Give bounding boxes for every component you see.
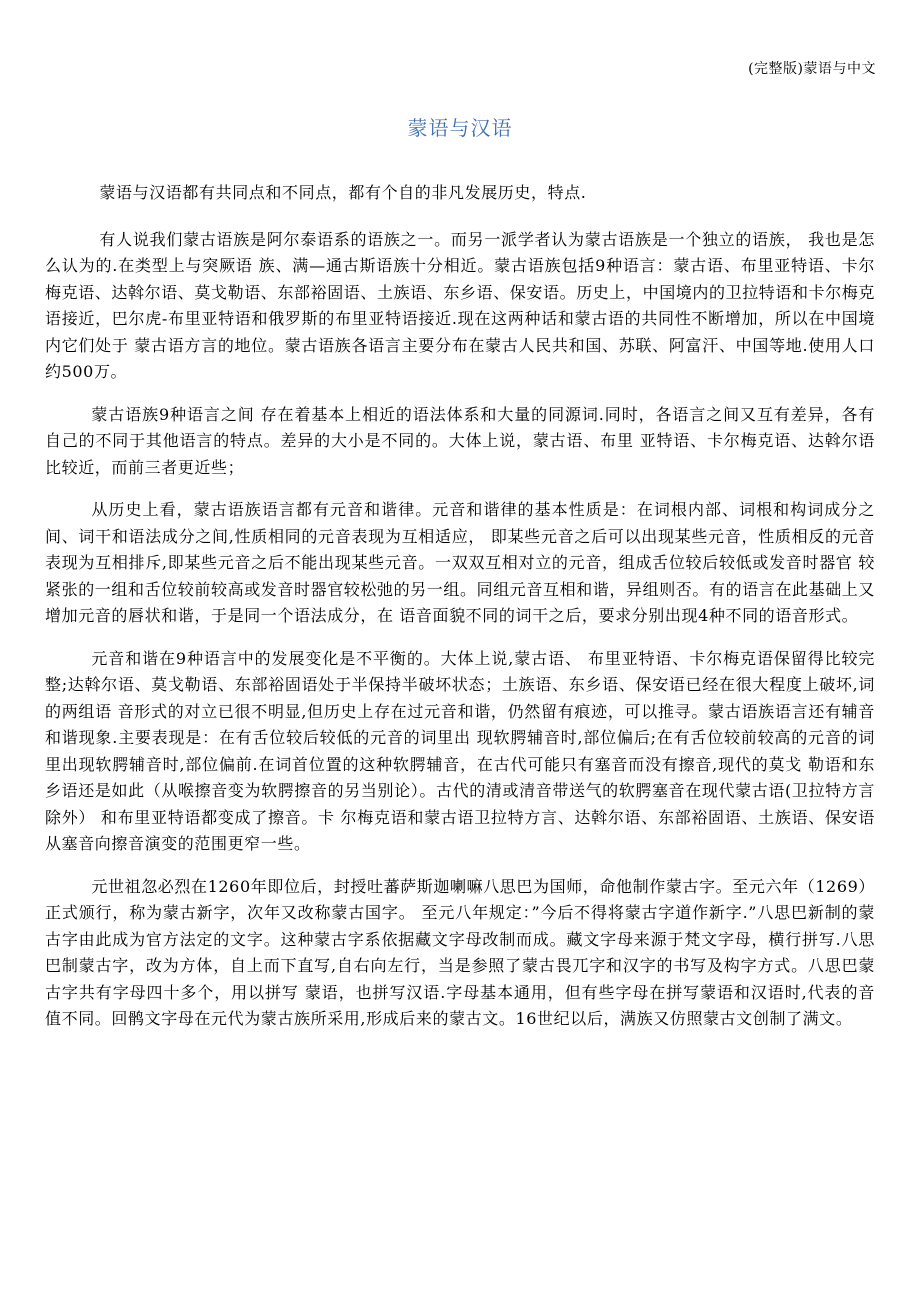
running-header: (完整版)蒙语与中文 xyxy=(748,61,876,77)
document-body xyxy=(45,180,875,1049)
paragraph-script-history: 元世祖忽必烈在1260年即位后，封授吐蕃萨斯迦喇嘛八思巴为国师，命他制作蒙古字。至元六年（1269） 正式颁行，称为蒙古新字，次年又改称蒙古国字。 至元八年规定：”今后不得将蒙古字道作新字.”八思巴新制的蒙古字由此成为官方法定的文字。这种蒙古字系依据藏文字母改制而成。藏文字母来源于梵文字母，横行拼写.八思巴制蒙古字，改为方体，自上而下直写,自右向左行，当是参照了蒙古畏兀字和汉字的书写及构字方式。八思巴蒙古字共有字母四十多个，用以拼写 蒙语，也拼写汉语.字母基本通用，但有些字母在拼写蒙语和汉语时,代表的音值不同。回鹘文字母在元代为蒙古族所采用,形成后来的蒙古文。16世纪以后，满族又仿照蒙古文创制了满文。 xyxy=(45,876,875,1028)
paragraph-grammar-system: 蒙古语族9种语言之间 存在着基本上相近的语法体系和大量的同源词.同时，各语言之间又互有差异，各有自己的不同于其他语言的特点。差异的大小是不同的。大体上说，蒙古语、布里 亚特语、卡尔梅克语、达斡尔语比较近，而前三者更近些； xyxy=(45,404,875,477)
paragraph-harmony-development: 元音和谐在9种语言中的发展变化是不平衡的。大体上说,蒙古语、 布里亚特语、卡尔梅克语保留得比较完整;达斡尔语、莫戈勒语、东部裕固语处于半保持半破坏状态；土族语、东乡语、保安语已经在很大程度上破坏,词的两组语 音形式的对立已很不明显,但历史上存在过元音和谐，仍然留有痕迹，可以推寻。蒙古语族语言还有辅音和谐现象.主要表现是：在有舌位较后较低的元音的词里出 现软腭辅音时,部位偏后;在有舌位较前较高的元音的词里出现软腭辅音时,部位偏前.在词首位置的这种软腭辅音，在古代可能只有塞音而没有擦音,现代的莫戈 勒语和东乡语还是如此（从喉擦音变为软腭擦音的另当别论）。古代的清或清音带送气的软腭塞音在现代蒙古语(卫拉特方言除外） 和布里亚特语都变成了擦音。卡 尔梅克语和蒙古语卫拉特方言、达斡尔语、东部裕固语、土族语、保安语从塞音向擦音演变的范围更窄一些。 xyxy=(45,648,875,853)
paragraph-intro: 蒙语与汉语都有共同点和不同点，都有个自的非凡发展历史，特点. xyxy=(99,183,587,202)
paragraph-language-family: 有人说我们蒙古语族是阿尔泰语系的语族之一。而另一派学者认为蒙古语族是一个独立的语族， 我也是怎么认为的.在类型上与突厥语 族、满—通古斯语族十分相近。蒙古语族包括9种语言：蒙古语、布里亚特语、卡尔梅克语、达斡尔语、莫戈勒语、东部裕固语、土族语、东乡语、保安语。历史上，中国境内的卫拉特语和卡尔梅克语接近，巴尔虎-布里亚特语和俄罗斯的布里亚特语接近.现在这两种话和蒙古语的共同性不断增加，所以在中国境内它们处于 蒙古语方言的地位。蒙古语族各语言主要分布在蒙古人民共和国、苏联、阿富汗、中国等地.使用人口约500万。 xyxy=(45,229,876,381)
document-title: 蒙语与汉语 xyxy=(407,116,513,140)
paragraph-vowel-harmony: 从历史上看，蒙古语族语言都有元音和谐律。元音和谐律的基本性质是：在词根内部、词根和构词成分之间、词干和语法成分之间,性质相同的元音表现为互相适应， 即某些元音之后可以出现某些元音，性质相反的元音表现为互相排斥,即某些元音之后不能出现某些元音。一双双互相对立的元音，组成舌位较后较低或发音时器官 较紧张的一组和舌位较前较高或发音时器官较松弛的另一组。同组元音互相和谐，异组则否。有的语言在此基础上又增加元音的唇状和谐，于是同一个语法成分，在 语音面貌不同的词干之后，要求分别出现4种不同的语音形式。 xyxy=(45,500,876,625)
